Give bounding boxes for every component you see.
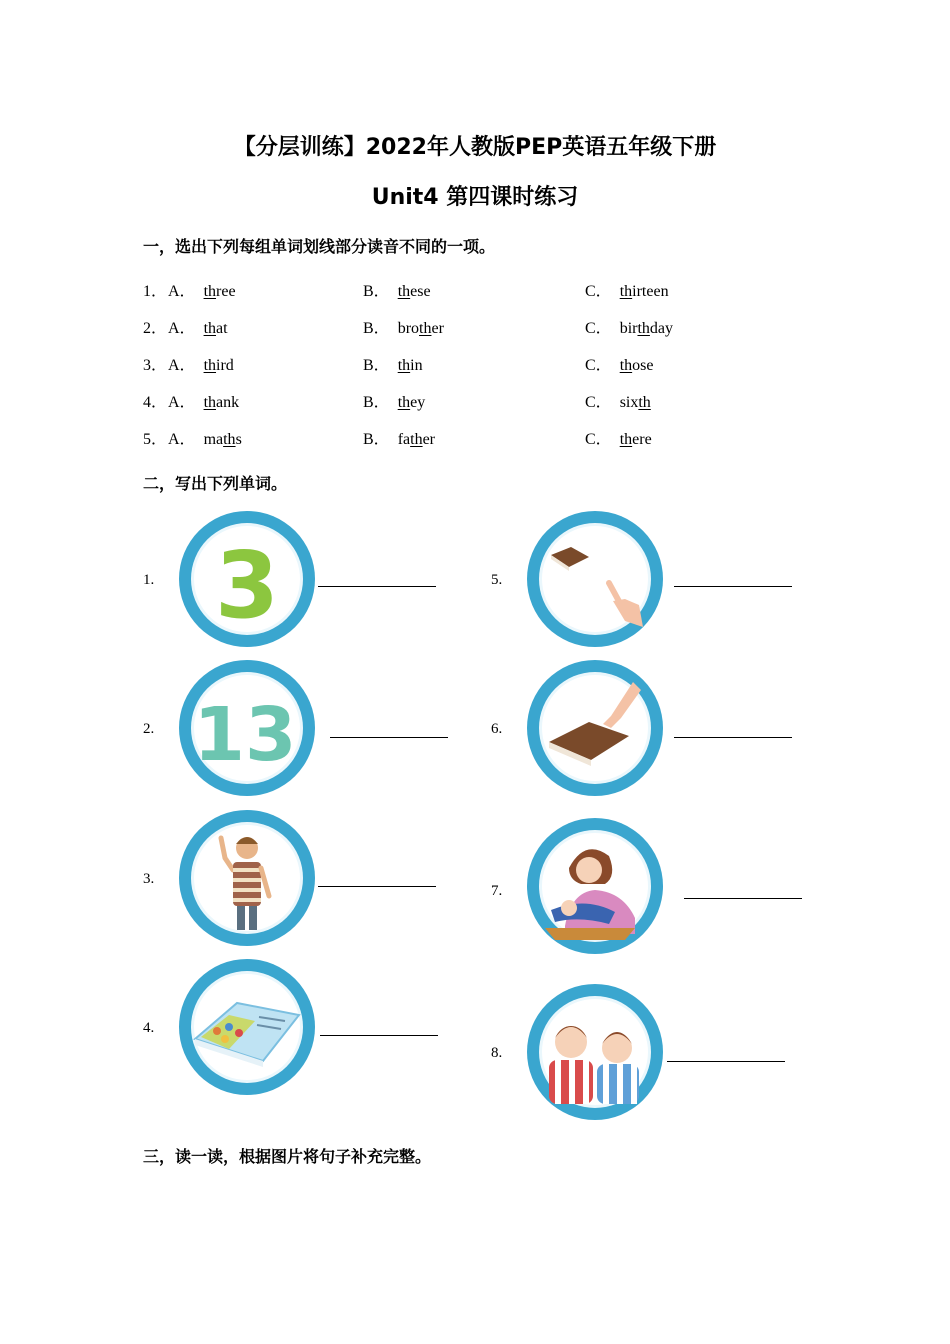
question-number: 3． xyxy=(143,357,168,374)
option-word xyxy=(398,394,426,411)
option-word xyxy=(204,283,236,300)
answer-blank[interactable] xyxy=(684,898,802,899)
word-prefix: six xyxy=(619,394,639,411)
section-2-heading: 二，写出下列单词。 xyxy=(143,474,288,493)
option-word xyxy=(204,357,234,374)
option-letter: C． xyxy=(585,357,612,374)
item-number: 7. xyxy=(491,883,503,899)
answer-option[interactable] xyxy=(363,278,431,301)
option-word xyxy=(398,431,435,448)
question-row xyxy=(0,278,950,300)
option-word xyxy=(398,357,423,374)
option-letter: C． xyxy=(585,320,612,337)
underlined-letters: th xyxy=(638,394,651,411)
underlined-letters: th xyxy=(410,431,423,448)
question-row xyxy=(0,352,950,374)
option-letter: A． xyxy=(168,283,196,300)
pointing-far-book-picture xyxy=(525,509,665,649)
answer-option[interactable] xyxy=(168,278,236,301)
question-number: 2． xyxy=(143,320,168,337)
option-letter: C． xyxy=(585,394,612,411)
word-prefix: bir xyxy=(619,320,638,337)
item-number: 4. xyxy=(143,1020,155,1036)
answer-option[interactable] xyxy=(363,426,435,449)
word-suffix: ose xyxy=(632,357,654,374)
option-letter: B． xyxy=(363,320,390,337)
answer-option[interactable] xyxy=(168,389,239,412)
word-suffix: ere xyxy=(632,431,652,448)
option-word xyxy=(204,394,240,411)
word-suffix: er xyxy=(431,320,444,337)
word-suffix: er xyxy=(422,431,436,448)
word-suffix: ey xyxy=(410,394,426,411)
two-brothers-picture xyxy=(525,982,665,1122)
underlined-letters: th xyxy=(397,394,411,411)
answer-option[interactable] xyxy=(168,315,228,338)
option-word xyxy=(398,283,431,300)
underlined-letters: th xyxy=(397,357,411,374)
maths-book-picture xyxy=(177,957,317,1097)
answer-blank[interactable] xyxy=(318,586,436,587)
answer-blank[interactable] xyxy=(674,586,792,587)
item-number: 5. xyxy=(491,572,503,588)
word-suffix: ird xyxy=(216,357,234,374)
question-number: 1． xyxy=(143,283,168,300)
word-suffix: ree xyxy=(216,283,236,300)
option-word xyxy=(620,283,669,300)
mother-baby-picture xyxy=(525,816,665,956)
option-word xyxy=(620,431,652,448)
word-prefix: ma xyxy=(203,431,224,448)
item-number: 3. xyxy=(143,871,155,887)
answer-option[interactable] xyxy=(585,426,652,449)
word-suffix: day xyxy=(649,320,674,337)
option-word xyxy=(620,394,651,411)
underlined-letters: th xyxy=(223,431,236,448)
answer-option[interactable] xyxy=(363,389,425,412)
option-letter: B． xyxy=(363,357,390,374)
underlined-letters: th xyxy=(397,283,411,300)
option-word xyxy=(620,320,673,337)
option-letter: A． xyxy=(168,431,196,448)
underlined-letters: th xyxy=(203,394,217,411)
number-thirteen-picture xyxy=(177,658,317,798)
question-number: 4． xyxy=(143,394,168,411)
underlined-letters: th xyxy=(203,357,217,374)
thirteen-digits: 13 xyxy=(193,692,297,778)
question-row xyxy=(0,315,950,337)
underlined-letters: th xyxy=(637,320,650,337)
underlined-letters: th xyxy=(419,320,432,337)
option-letter: B． xyxy=(363,283,390,300)
answer-blank[interactable] xyxy=(330,737,448,738)
section-1-heading: 一，选出下列每组单词划线部分读音不同的一项。 xyxy=(143,237,496,256)
answer-option[interactable] xyxy=(585,278,669,301)
answer-blank[interactable] xyxy=(320,1035,438,1036)
option-letter: C． xyxy=(585,431,612,448)
word-suffix: ank xyxy=(216,394,240,411)
option-letter: B． xyxy=(363,431,390,448)
answer-blank[interactable] xyxy=(674,737,792,738)
word-suffix: at xyxy=(216,320,228,337)
item-number: 6. xyxy=(491,721,503,737)
hand-on-book-picture xyxy=(525,658,665,798)
answer-option[interactable] xyxy=(585,352,653,375)
answer-option[interactable] xyxy=(585,315,673,338)
page-subtitle: Unit4 第四课时练习 xyxy=(371,185,579,210)
answer-option[interactable] xyxy=(363,352,423,375)
question-number: 5． xyxy=(143,431,168,448)
number-three-picture xyxy=(177,509,317,649)
option-word xyxy=(204,320,228,337)
underlined-letters: th xyxy=(203,320,217,337)
answer-option[interactable] xyxy=(168,426,242,449)
item-number: 1. xyxy=(143,572,155,588)
word-prefix: fa xyxy=(397,431,411,448)
answer-blank[interactable] xyxy=(667,1061,785,1062)
option-letter: C． xyxy=(585,283,612,300)
underlined-letters: th xyxy=(619,357,633,374)
option-word xyxy=(204,431,242,448)
underlined-letters: th xyxy=(619,431,633,448)
thin-boy-picture xyxy=(177,808,317,948)
answer-option[interactable] xyxy=(363,315,444,338)
answer-option[interactable] xyxy=(585,389,651,412)
option-letter: A． xyxy=(168,357,196,374)
option-word xyxy=(620,357,654,374)
page-title: 【分层训练】2022年人教版PEP英语五年级下册 xyxy=(233,135,717,160)
option-letter: A． xyxy=(168,320,196,337)
answer-option[interactable] xyxy=(168,352,234,375)
option-letter: B． xyxy=(363,394,390,411)
question-row xyxy=(0,389,950,411)
word-suffix: in xyxy=(410,357,423,374)
word-suffix: irteen xyxy=(632,283,669,300)
three-digit: 3 xyxy=(214,532,280,639)
underlined-letters: th xyxy=(203,283,217,300)
word-suffix: s xyxy=(235,431,242,448)
item-number: 2. xyxy=(143,721,155,737)
option-letter: A． xyxy=(168,394,196,411)
word-prefix: bro xyxy=(397,320,420,337)
section-3-heading: 三，读一读，根据图片将句子补充完整。 xyxy=(143,1147,432,1166)
underlined-letters: th xyxy=(619,283,633,300)
option-word xyxy=(398,320,444,337)
item-number: 8. xyxy=(491,1045,503,1061)
answer-blank[interactable] xyxy=(318,886,436,887)
word-suffix: ese xyxy=(410,283,431,300)
question-row xyxy=(0,426,950,448)
